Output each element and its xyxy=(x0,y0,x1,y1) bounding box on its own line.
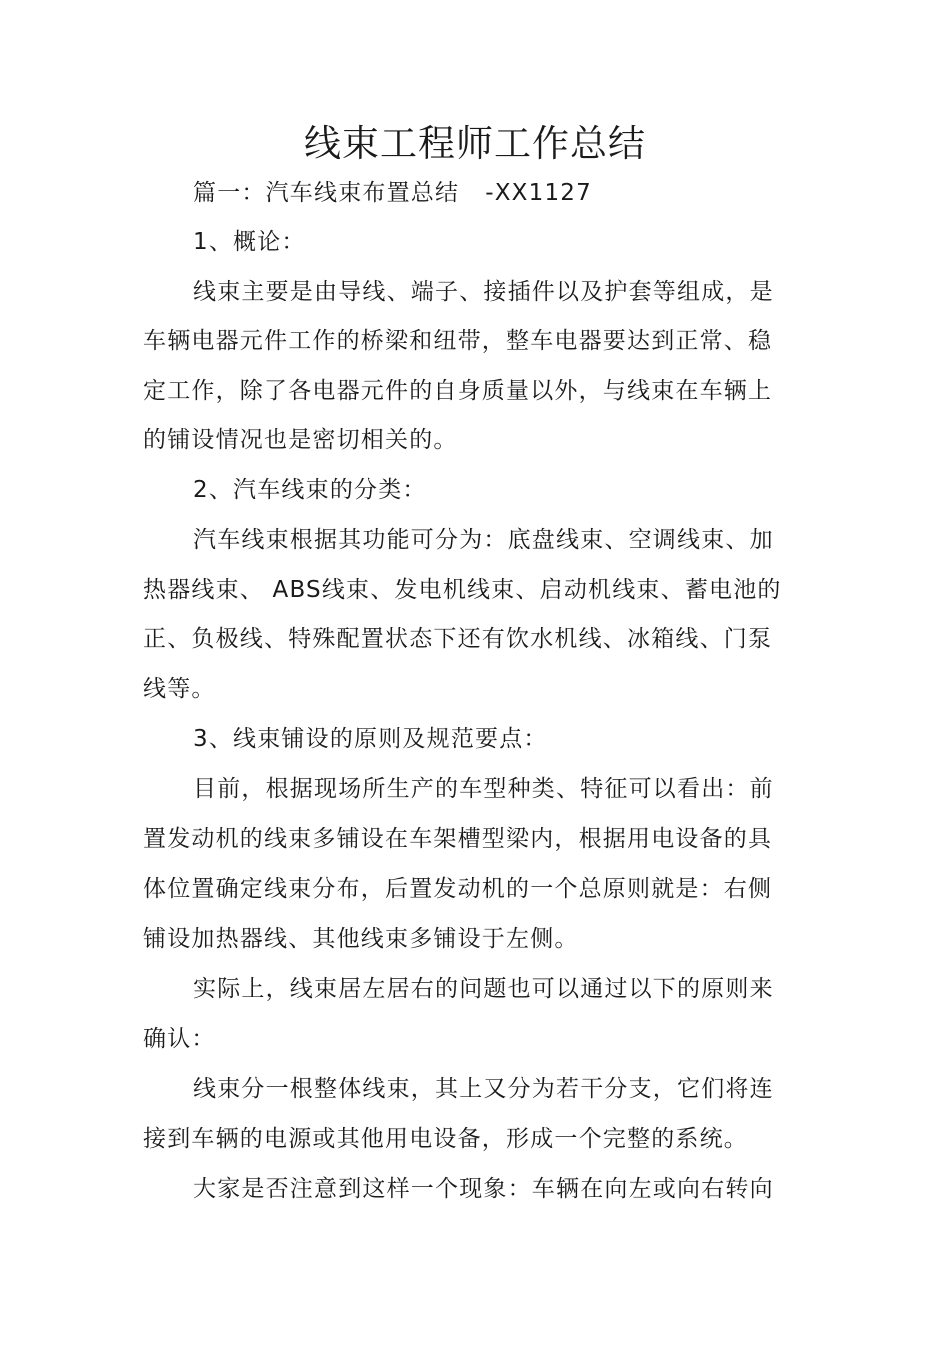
paragraph-line: 铺设加热器线、其他线束多铺设于左侧。 xyxy=(143,926,579,952)
paragraph-line: 接到车辆的电源或其他用电设备，形成一个完整的系统。 xyxy=(143,1126,748,1152)
paragraph-line: 确认： xyxy=(143,1026,216,1052)
section-heading: 1、概论： xyxy=(193,229,306,255)
paragraph-line: 定工作，除了各电器元件的自身质量以外，与线束在车辆上 xyxy=(143,378,773,404)
paragraph-line: 实际上，线束居左居右的问题也可以通过以下的原则来 xyxy=(193,976,774,1002)
paragraph-line: 大家是否注意到这样一个现象：车辆在向左或向右转向 xyxy=(193,1176,774,1202)
paragraph-line: 正、负极线、特殊配置状态下还有饮水机线、冰箱线、门泵 xyxy=(143,626,773,652)
paragraph-line: 置发动机的线束多铺设在车架槽型梁内，根据用电设备的具 xyxy=(143,826,773,852)
paragraph-line: 车辆电器元件工作的桥梁和纽带，整车电器要达到正常、稳 xyxy=(143,328,773,354)
paragraph-line: 热器线束、 ABS线束、发电机线束、启动机线束、蓄电池的 xyxy=(143,577,782,603)
section-heading: 2、汽车线束的分类： xyxy=(193,477,427,503)
subtitle-code: -XX1127 xyxy=(485,180,592,206)
paragraph-line: 的铺设情况也是密切相关的。 xyxy=(143,427,458,453)
subtitle-text: 篇一：汽车线束布置总结 xyxy=(193,180,460,206)
document-title: 线束工程师工作总结 xyxy=(304,122,646,165)
section-heading: 3、线束铺设的原则及规范要点： xyxy=(193,726,548,752)
document-subtitle xyxy=(193,177,592,209)
paragraph-line: 汽车线束根据其功能可分为：底盘线束、空调线束、加 xyxy=(193,527,774,553)
paragraph-line: 体位置确定线束分布，后置发动机的一个总原则就是：右侧 xyxy=(143,876,773,902)
paragraph-line: 线束主要是由导线、端子、接插件以及护套等组成，是 xyxy=(193,279,774,305)
paragraph-line: 目前，根据现场所生产的车型种类、特征可以看出：前 xyxy=(193,776,774,802)
paragraph-line: 线等。 xyxy=(143,676,216,702)
paragraph-line: 线束分一根整体线束，其上又分为若干分支，它们将连 xyxy=(193,1076,774,1102)
